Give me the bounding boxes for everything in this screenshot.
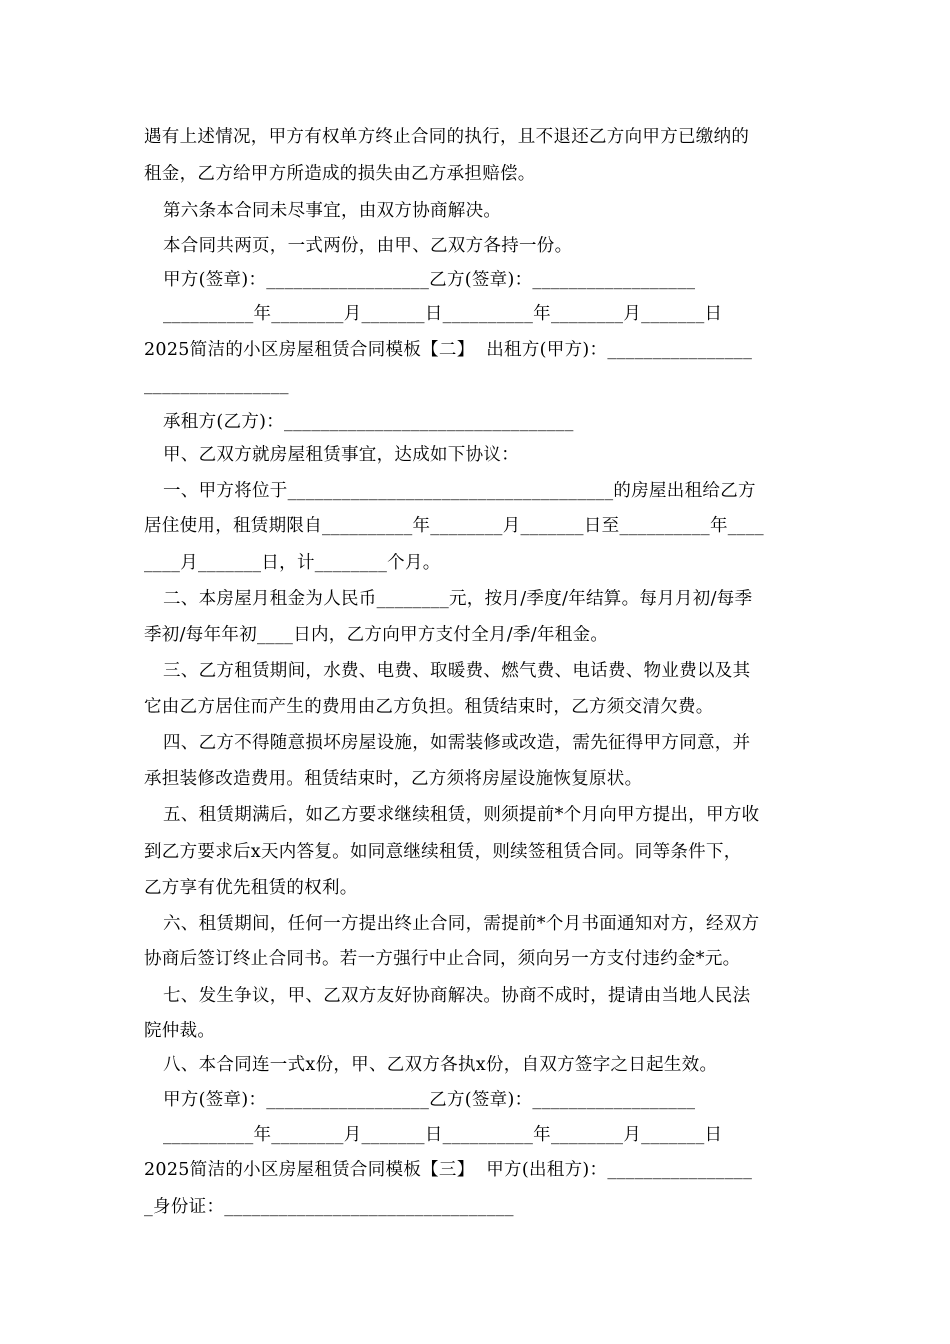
- section-title-two: 2025简洁的小区房屋租赁合同模板【二】 出租方(甲方)：________________: [144, 340, 753, 360]
- blank-line: ________________: [144, 375, 289, 395]
- date-line: __________年________月_______日__________年________月_______日: [163, 304, 723, 324]
- paragraph-line: 乙方享有优先租赁的权利。: [144, 878, 358, 898]
- paragraph-line: 居住使用，租赁期限自__________年________月_______日至__________年____: [144, 516, 764, 536]
- clause-five: 五、租赁期满后，如乙方要求继续租赁，则须提前*个月向甲方提出，甲方收: [163, 805, 760, 825]
- paragraph-line: ____月_______日，计________个月。: [144, 553, 441, 573]
- clause-six: 第六条本合同未尽事宜，由双方协商解决。: [163, 201, 502, 221]
- signature-line: 甲方(签章)：__________________乙方(签章)：__________________: [163, 1090, 696, 1110]
- copies-statement: 本合同共两页，一式两份，由甲、乙双方各持一份。: [163, 236, 573, 256]
- paragraph-line: 院仲裁。: [144, 1021, 216, 1041]
- clause-three: 三、乙方租赁期间，水费、电费、取暖费、燃气费、电话费、物业费以及其: [163, 661, 751, 681]
- clause-six: 六、租赁期间，任何一方提出终止合同，需提前*个月书面通知对方，经双方: [163, 914, 760, 934]
- id-card-line: _身份证：________________________________: [144, 1197, 514, 1217]
- agreement-intro: 甲、乙双方就房屋租赁事宜，达成如下协议：: [163, 445, 519, 465]
- clause-two: 二、本房屋月租金为人民币________元，按月/季度/年结算。每月月初/每季: [163, 589, 753, 609]
- date-line: __________年________月_______日__________年________月_______日: [163, 1125, 723, 1145]
- paragraph-line: 承担装修改造费用。租赁结束时，乙方须将房屋设施恢复原状。: [144, 769, 643, 789]
- paragraph-line: 到乙方要求后x天内答复。如同意继续租赁，则续签租赁合同。同等条件下，: [144, 842, 742, 862]
- paragraph-line: 协商后签订终止合同书。若一方强行中止合同，须向另一方支付违约金*元。: [144, 949, 741, 969]
- section-title-three: 2025简洁的小区房屋租赁合同模板【三】 甲方(出租方)：________________: [144, 1160, 753, 1180]
- paragraph-line: 遇有上述情况，甲方有权单方终止合同的执行，且不退还乙方向甲方已缴纳的: [144, 127, 750, 147]
- tenant-line: 承租方(乙方)：________________________________: [163, 412, 574, 432]
- paragraph-line: 租金，乙方给甲方所造成的损失由乙方承担赔偿。: [144, 164, 536, 184]
- clause-seven: 七、发生争议，甲、乙双方友好协商解决。协商不成时，提请由当地人民法: [163, 986, 751, 1006]
- clause-eight: 八、本合同连一式x份，甲、乙双方各执x份，自双方签字之日起生效。: [163, 1055, 718, 1075]
- clause-one: 一、甲方将位于____________________________________的房屋出租给乙方: [163, 481, 756, 501]
- signature-line: 甲方(签章)：__________________乙方(签章)：__________________: [163, 270, 696, 290]
- paragraph-line: 季初/每年年初____日内，乙方向甲方支付全月/季/年租金。: [144, 625, 609, 645]
- clause-four: 四、乙方不得随意损坏房屋设施，如需装修或改造，需先征得甲方同意，并: [163, 733, 751, 753]
- paragraph-line: 它由乙方居住而产生的费用由乙方负担。租赁结束时，乙方须交清欠费。: [144, 697, 714, 717]
